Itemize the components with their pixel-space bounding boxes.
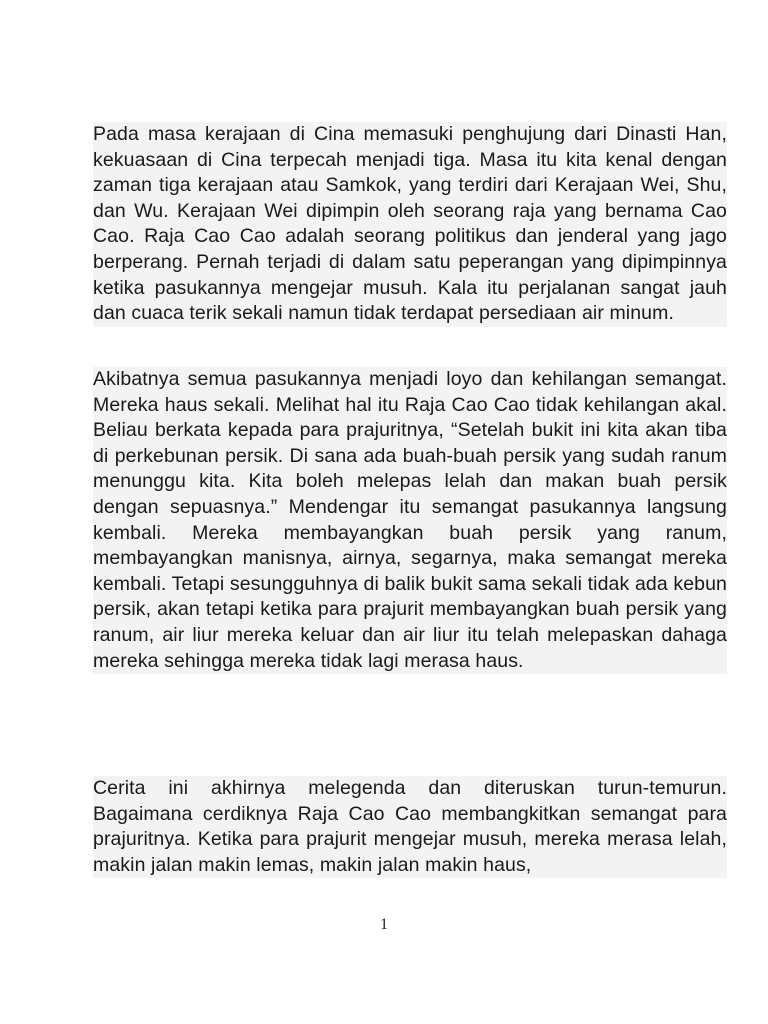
paragraph-1: Pada masa kerajaan di Cina memasuki penghujung dari Dinasti Han, kekuasaan di Cina terpecah menjadi tiga. Masa itu kita kenal dengan zaman tiga kerajaan atau Samkok, yang terdiri dari Kerajaan Wei, Shu, dan Wu. Kerajaan Wei dipimpin oleh seorang raja yang bernama Cao Cao. Raja Cao Cao adalah seorang politikus dan jenderal yang jago berperang. Pernah terjadi di dalam satu peperangan yang dipimpinnya ketika pasukannya mengejar musuh. Kala itu perjalanan sangat jauh dan cuaca terik sekali namun tidak terdapat persediaan air minum. xyxy=(93,122,727,327)
paragraph-2: Akibatnya semua pasukannya menjadi loyo dan kehilangan semangat. Mereka haus sekali. Melihat hal itu Raja Cao Cao tidak kehilangan akal. Beliau berkata kepada para prajuritnya, “Setelah bukit ini kita akan tiba di perkebunan persik. Di sana ada buah-buah persik yang sudah ranum menunggu kita. Kita boleh melepas lelah dan makan buah persik dengan sepuasnya.” Mendengar itu semangat pasukannya langsung kembali. Mereka membayangkan buah persik yang ranum, membayangkan manisnya, airnya, segarnya, maka semangat mereka kembali. Tetapi sesungguhnya di balik bukit sama sekali tidak ada kebun persik, akan tetapi ketika para prajurit membayangkan buah persik yang ranum, air liur mereka keluar dan air liur itu telah melepaskan dahaga mereka sehingga mereka tidak lagi merasa haus. xyxy=(93,367,727,674)
page-number: 1 xyxy=(380,916,388,933)
paragraph-3: Cerita ini akhirnya melegenda dan diteruskan turun-temurun. Bagaimana cerdiknya Raja Cao Cao membangkitkan semangat para prajuritnya. Ketika para prajurit mengejar musuh, mereka merasa lelah, makin jalan makin lemas, makin jalan makin haus, xyxy=(93,776,727,878)
